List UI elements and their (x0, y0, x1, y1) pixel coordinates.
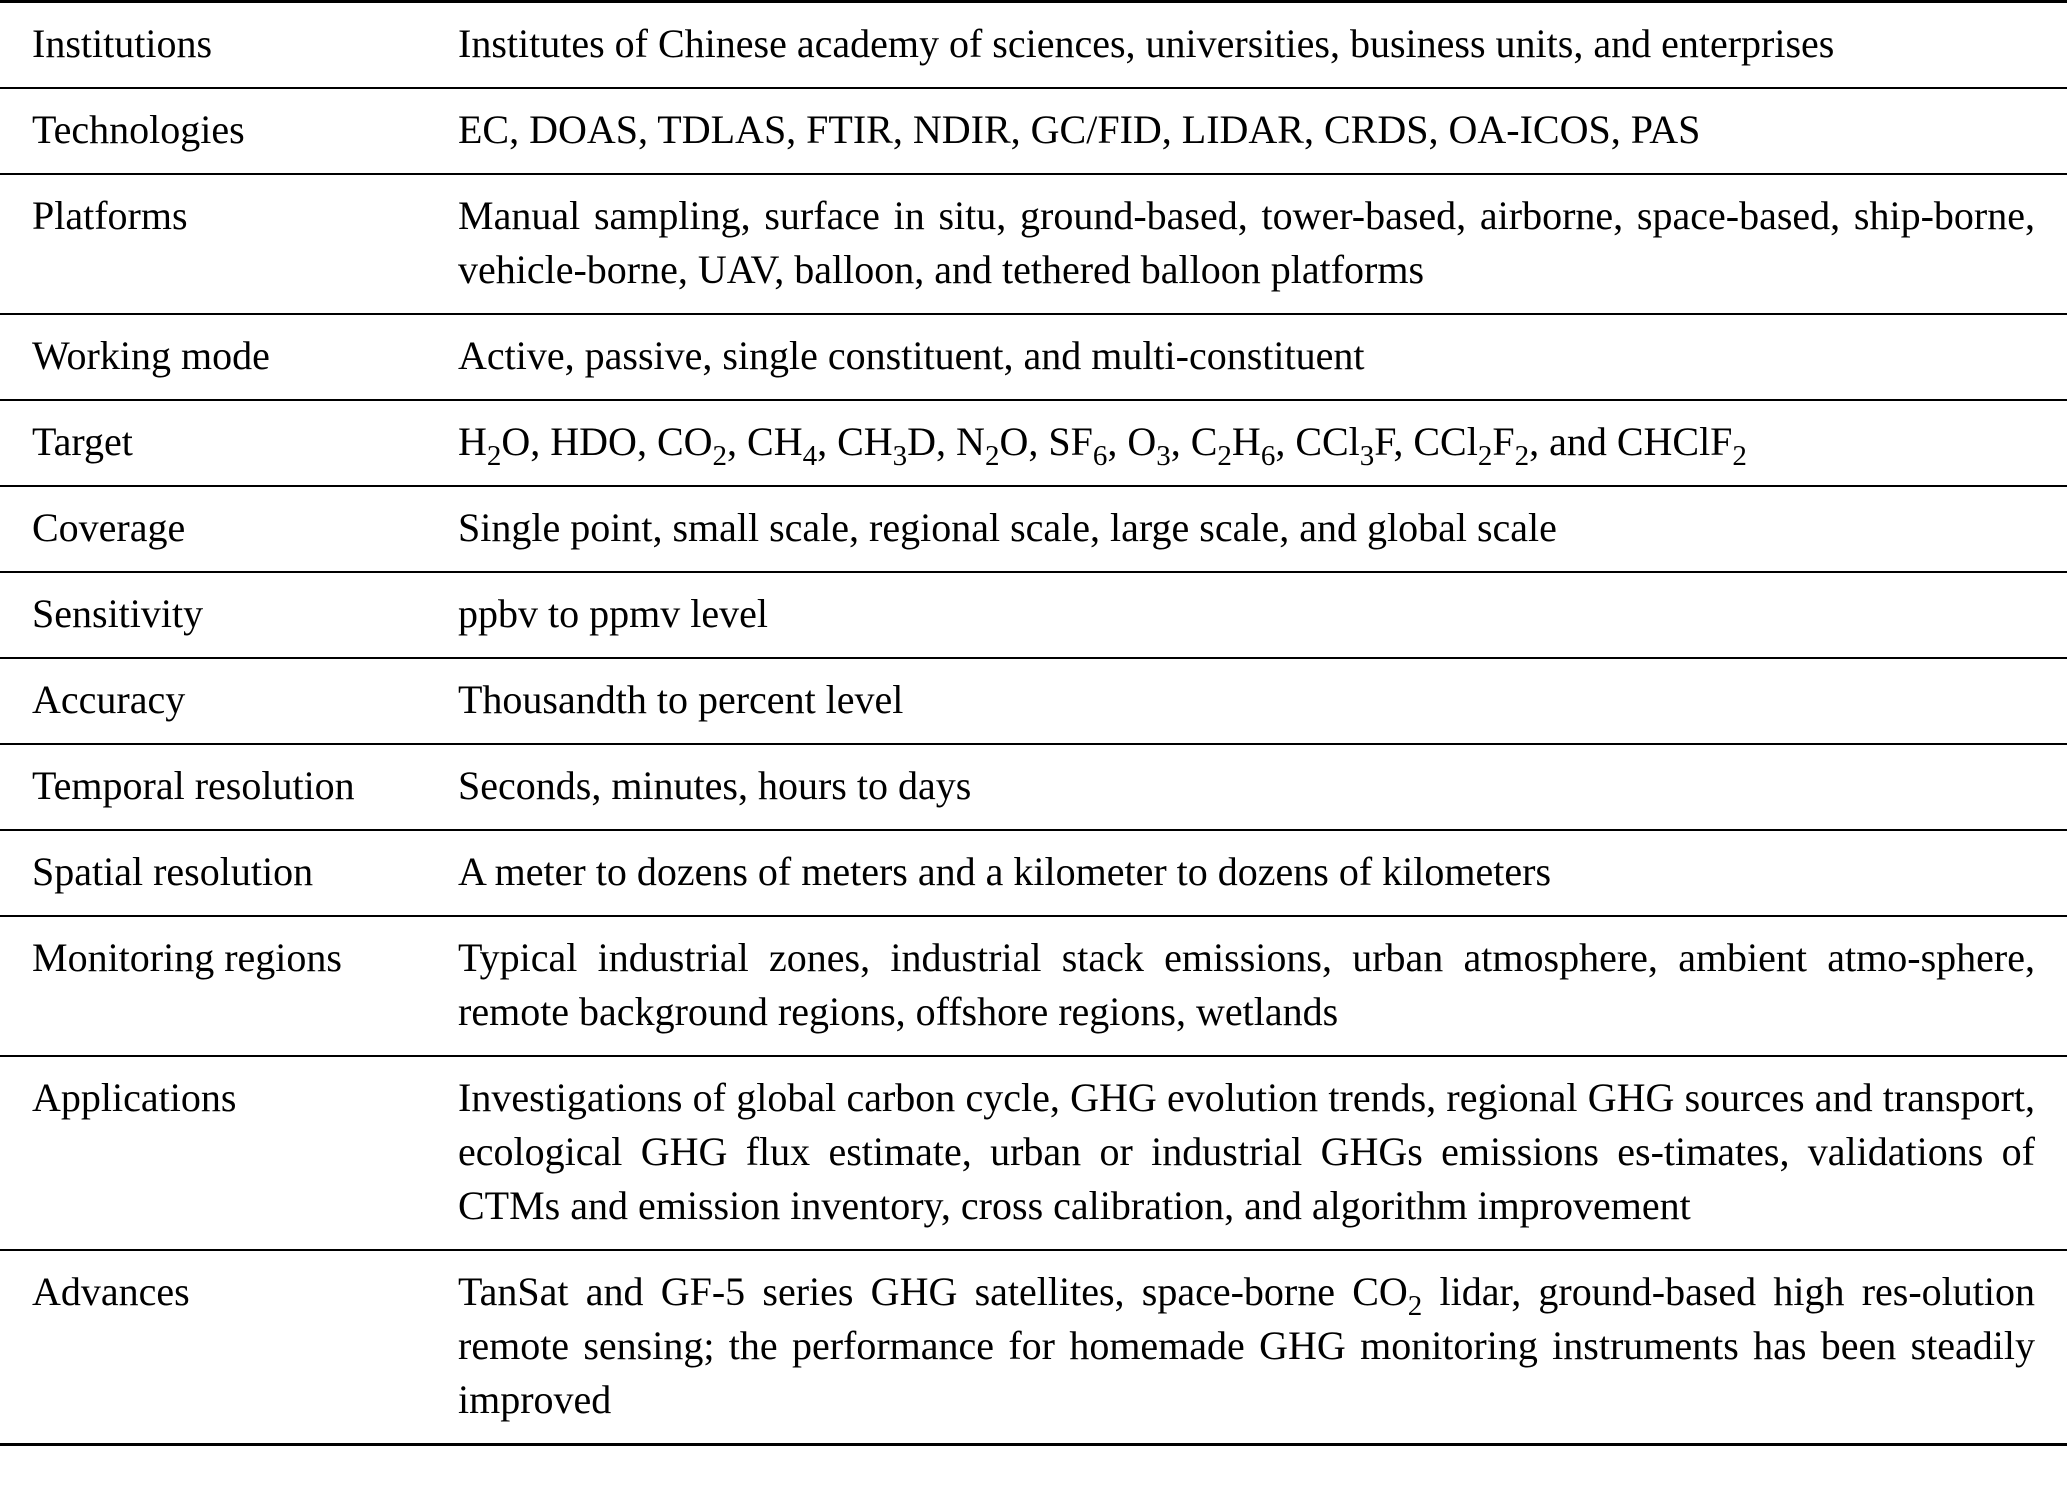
row-label: Institutions (32, 21, 213, 66)
row-label: Working mode (32, 333, 270, 378)
row-label: Target (32, 419, 133, 464)
table-body (0, 2, 2067, 1445)
table-row (0, 744, 2067, 830)
row-value: A meter to dozens of meters and a kilometer to dozens of kilometers (458, 849, 1552, 894)
row-value: Investigations of global carbon cycle, GHG evolution trends, regional GHG sources and transport, ecological GHG flux estimate, urban or industrial GHGs emissions es-timates, validations of CTMs and emission inventory, cross calibration, and algorithm improvement (458, 1075, 2035, 1228)
row-value: Institutes of Chinese academy of sciences, universities, business units, and enterprises (458, 21, 1835, 66)
row-value: Manual sampling, surface in situ, ground-based, tower-based, airborne, space-based, ship-borne, vehicle-borne, UAV, balloon, and tethered balloon platforms (458, 193, 2035, 292)
table-row (0, 572, 2067, 658)
row-label: Monitoring regions (32, 935, 342, 980)
table-row (0, 486, 2067, 572)
row-value: EC, DOAS, TDLAS, FTIR, NDIR, GC/FID, LIDAR, CRDS, OA-ICOS, PAS (458, 107, 1701, 152)
row-label: Applications (32, 1075, 237, 1120)
row-value: TanSat and GF-5 series GHG satellites, space-borne $CO_2$ lidar, ground-based high res-olution remote sensing; the performance for homemade GHG monitoring instruments has been steadily improved (458, 1269, 2036, 1422)
row-label: Technologies (32, 107, 245, 152)
row-label: Platforms (32, 193, 188, 238)
row-label: Sensitivity (32, 591, 204, 636)
table-row (0, 916, 2067, 1056)
table-row (0, 1250, 2067, 1445)
row-value: ppbv to ppmv level (458, 591, 768, 636)
table-row (0, 88, 2067, 174)
row-label: Spatial resolution (32, 849, 314, 894)
table-row (0, 658, 2067, 744)
row-label: Accuracy (32, 677, 186, 722)
table-row (0, 400, 2067, 486)
row-label: Coverage (32, 505, 186, 550)
row-value: Thousandth to percent level (458, 677, 904, 722)
table-row (0, 1056, 2067, 1250)
row-label: Temporal resolution (32, 763, 355, 808)
row-value: Seconds, minutes, hours to days (458, 763, 972, 808)
row-value: Typical industrial zones, industrial stack emissions, urban atmosphere, ambient atmo-sphere, remote background regions, offshore regions, wetlands (458, 935, 2035, 1034)
table-row (0, 174, 2067, 314)
table-row (0, 314, 2067, 400)
table-row (0, 2, 2067, 89)
table-row (0, 830, 2067, 916)
row-value: Single point, small scale, regional scale, large scale, and global scale (458, 505, 1557, 550)
row-value: $H_2O$, HDO, $CO_2$, $CH_4$, $CH_3D$, $N_2O$, $SF_6$, $O_3$, $C_2H_6$, CCl$_3$F, $CCl_2F_2$, and CHClF$_2$ (458, 419, 1747, 472)
row-label: Advances (32, 1269, 190, 1314)
row-value: Active, passive, single constituent, and multi-constituent (458, 333, 1365, 378)
